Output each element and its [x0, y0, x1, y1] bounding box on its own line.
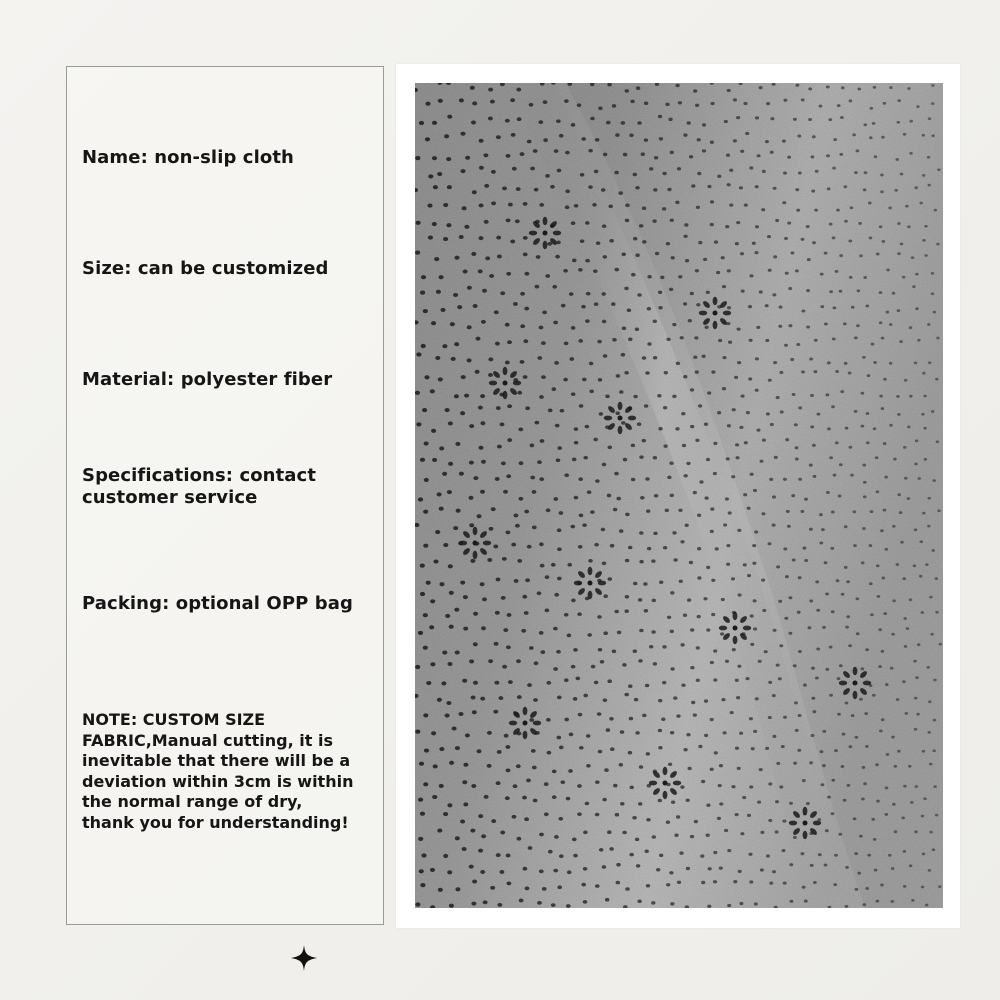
spec-note: NOTE: CUSTOM SIZE FABRIC,Manual cutting, it is inevitable that there will be a deviation within 3cm is within the normal range of dry, thank you for understanding!: [82, 710, 354, 832]
product-photo-frame: [396, 64, 960, 928]
non-slip-fabric-image: [415, 83, 943, 908]
spec-packing: Packing: optional OPP bag: [82, 593, 353, 614]
spec-name: Name: non-slip cloth: [82, 147, 294, 168]
product-photo: [415, 83, 943, 908]
spec-material: Material: polyester fiber: [82, 369, 333, 390]
specification-panel: [66, 66, 384, 925]
spec-specifications: Specifications: contact customer service: [82, 465, 317, 508]
sparkle-icon: [289, 943, 319, 973]
spec-size: Size: can be customized: [82, 258, 329, 279]
